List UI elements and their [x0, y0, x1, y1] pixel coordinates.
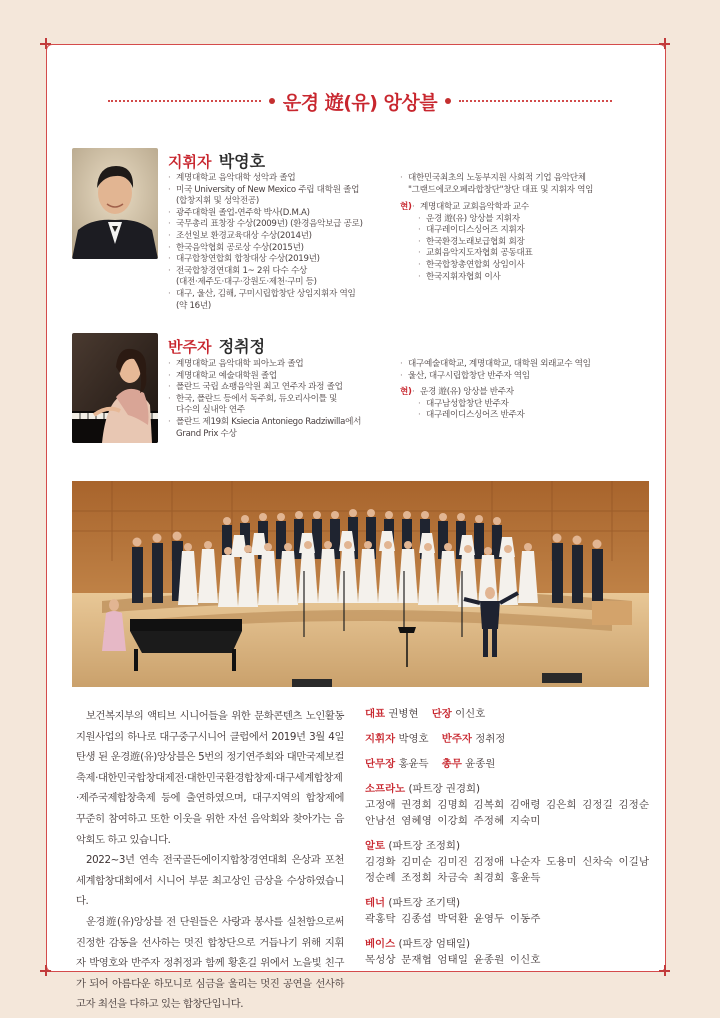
list-item: "그랜드에코오페라합창단"창단 대표 및 지휘자 역임 [408, 184, 594, 195]
list-item: · 전국합창경연대회 1~ 2위 다수 수상 [168, 266, 393, 278]
part-leader: (파트장 조기택) [388, 897, 461, 909]
part-section-tenor [365, 895, 655, 927]
list-item: · 대구합창연합회 합창대상 수상(2019년) [168, 254, 393, 266]
credit-row [365, 756, 655, 772]
current-label: · 현) [400, 387, 412, 397]
list-item: · 한국, 폴란드 등에서 독주회, 듀오리사이틀 및 [168, 394, 396, 406]
list-item-text: 운경 遊(유) 앙상블 반주자 [420, 387, 514, 397]
paragraph: 운경遊(유)앙상블 전 단원들은 사랑과 봉사를 실천함으로써 진정한 감동을 선사하는 멋진 합창단으로 거듭나기 위해 지휘자 박영호와 반주자 정취정과 함께 황혼길 위에서 노을빛 친구가 되어 아름다운 하모니로 심금을 울리는 멋진 공연을 선사하고자 최선을 다하고 있는 합창단입니다. [76, 915, 344, 1011]
list-item: · 폴란드 국립 쇼팽음악원 최고 연주자 과정 졸업 [168, 382, 396, 394]
list-item: · 울산, 대구시립합창단 반주자 역임 [400, 371, 650, 383]
list-item: · 광주대학원 졸업-연주학 박사(D.M.A) [168, 208, 393, 220]
title-row [108, 88, 612, 114]
part-title [365, 838, 655, 854]
accompanist-career-list-2 [400, 359, 650, 382]
list-item: · 운경 遊(유) 앙상블 지휘자 [412, 214, 650, 226]
credit-name: 이신호 [455, 708, 486, 720]
part-section-soprano [365, 781, 655, 829]
list-item: · 대구예술대학교, 계명대학교, 대학원 외래교수 역임 [400, 359, 650, 371]
paragraph: 2022~3년 연속 전국골든에이지합창경연대회 은상과 포천세계합창대회에서 시니어 부문 최고상인 금상을 수상하였습니다. [76, 854, 344, 908]
credit-row [365, 731, 655, 747]
part-name: 테너 [365, 897, 386, 909]
part-name: 베이스 [365, 938, 396, 950]
credit-role: 반주자 [441, 733, 472, 745]
list-item: · 계명대학교 음악대학 성악과 졸업 [168, 173, 393, 185]
list-item: · 대구레이디스싱어즈 지휘자 [412, 225, 650, 237]
list-item: (대전·제주도·대구·강원도·제천·구미 등) [176, 277, 317, 288]
list-item: · 대구, 울산, 김해, 구미시립합창단 상임지휘자 역임 [168, 289, 393, 301]
credits-block [365, 706, 655, 977]
list-item: 다수의 실내악 연주 [176, 405, 245, 416]
list-item: · 교회음악지도자협회 공동대표 [412, 248, 650, 260]
credit-role: 단장 [431, 708, 452, 720]
credit-role: 단무장 [365, 758, 396, 770]
conductor-career-list-2 [400, 173, 650, 196]
part-leader: (파트장 권경희) [408, 783, 481, 795]
credit-name: 정취정 [475, 733, 506, 745]
part-section-bass [365, 936, 655, 968]
part-leader: (파트장 조정희) [388, 840, 461, 852]
list-item: · 계명대학교 음악대학 피아노과 졸업 [168, 359, 396, 371]
list-item: (합창지휘 및 성악전공) [176, 196, 259, 207]
list-item: · 한국지휘자협회 이사 [412, 272, 650, 284]
credit-role: 지휘자 [365, 733, 396, 745]
conductor-career-list [168, 173, 393, 312]
list-item: · 대한민국최초의 노동부지원 사회적 기업 음악단체 [400, 173, 650, 185]
paragraph: 보건복지부의 액티브 시니어들을 위한 문화콘텐츠 노인활동지원사업의 하나로 대구중구시니어 클럽에서 2019년 3월 4일 탄생 된 운경遊(유)앙상블은 5번의 정기연주회와 대만국제보컬축제·대한민국합창대제전·대한민국환경합창제·대구세계합창제·제주국제합창축제 등에 출연하였으며, 대구지역의 합창제에 꾸준히 참여하고 또한 이웃을 위한 자선 음악회와 찾아가는 음악회도 하고 있습니다. [76, 710, 344, 846]
title-bullet [445, 98, 451, 104]
credit-role: 대표 [365, 708, 386, 720]
accompanist-current-list [400, 387, 650, 422]
list-item: · 한국합창총연합회 상임이사 [412, 260, 650, 272]
introduction-text [76, 706, 344, 1015]
conductor-photo [72, 148, 158, 259]
list-item: · 대구레이디스싱어즈 반주자 [412, 410, 650, 422]
list-item: (약 16년) [176, 300, 211, 311]
corner-ornament [40, 965, 51, 976]
part-section-alto [365, 838, 655, 886]
list-item: · 한국환경노래보급협회 회장 [412, 237, 650, 249]
part-title [365, 895, 655, 911]
list-item: · 미국 University of New Mexico 주립 대학원 졸업 [168, 185, 393, 197]
credit-role: 총무 [441, 758, 462, 770]
accompanist-heading [168, 334, 265, 357]
corner-ornament [40, 38, 51, 49]
person-name: 정취정 [218, 337, 266, 356]
person-name: 박영호 [218, 152, 266, 171]
current-label: · 현) [400, 202, 412, 212]
credit-name: 권병현 [388, 708, 419, 720]
title-bullet [269, 98, 275, 104]
list-item: · 조선일보 환경교육대상 수상(2014년) [168, 231, 393, 243]
part-title [365, 936, 655, 952]
dotted-rule [459, 100, 612, 102]
list-item [400, 387, 650, 399]
corner-ornament [659, 965, 670, 976]
list-item: · 폴란드 제19회 Ksiecia Antoniego Radziwilla에서 [168, 417, 396, 429]
accompanist-photo [72, 333, 158, 443]
part-members: 고정애 권경희 김명희 김복희 김애령 김은희 김정길 김정순 안남선 염혜영 이강희 주정혜 지숙미 [365, 799, 650, 827]
concert-photo [72, 481, 649, 687]
list-item: · 한국음악협회 공로상 수상(2015년) [168, 243, 393, 255]
list-item: · 계명대학교 예술대학원 졸업 [168, 371, 396, 383]
dotted-rule [108, 100, 261, 102]
credit-row [365, 706, 655, 722]
conductor-heading [168, 149, 265, 172]
page-title: 운경 遊(유) 앙상블 [282, 91, 438, 114]
part-name: 알토 [365, 840, 386, 852]
role-label: 지휘자 [168, 153, 212, 171]
accompanist-career-list [168, 359, 396, 440]
list-item [400, 202, 650, 214]
part-name: 소프라노 [365, 783, 406, 795]
list-item: Grand Prix 수상 [176, 428, 237, 439]
list-item: · 국무총리 표창장 수상(2009년) (환경음악보급 공로) [168, 219, 393, 231]
part-members: 곽홍탁 김종섭 박덕환 윤영두 이동주 [365, 913, 541, 925]
conductor-current-list [400, 202, 650, 283]
list-item: · 대구남성합창단 반주자 [412, 399, 650, 411]
list-item-text: 계명대학교 교회음악학과 교수 [420, 202, 529, 212]
credit-name: 홍윤득 [398, 758, 429, 770]
role-label: 반주자 [168, 338, 212, 356]
credit-name: 윤종원 [465, 758, 496, 770]
part-members: 목성상 문재협 엄태일 윤종원 이신호 [365, 954, 541, 966]
corner-ornament [659, 38, 670, 49]
part-title [365, 781, 655, 797]
part-leader: (파트장 엄태일) [398, 938, 471, 950]
credit-name: 박영호 [398, 733, 429, 745]
part-members: 김경화 김미순 김미진 김정애 나순자 도용미 신차숙 이길남 정순례 조정희 차금숙 최경희 홍윤득 [365, 856, 650, 884]
